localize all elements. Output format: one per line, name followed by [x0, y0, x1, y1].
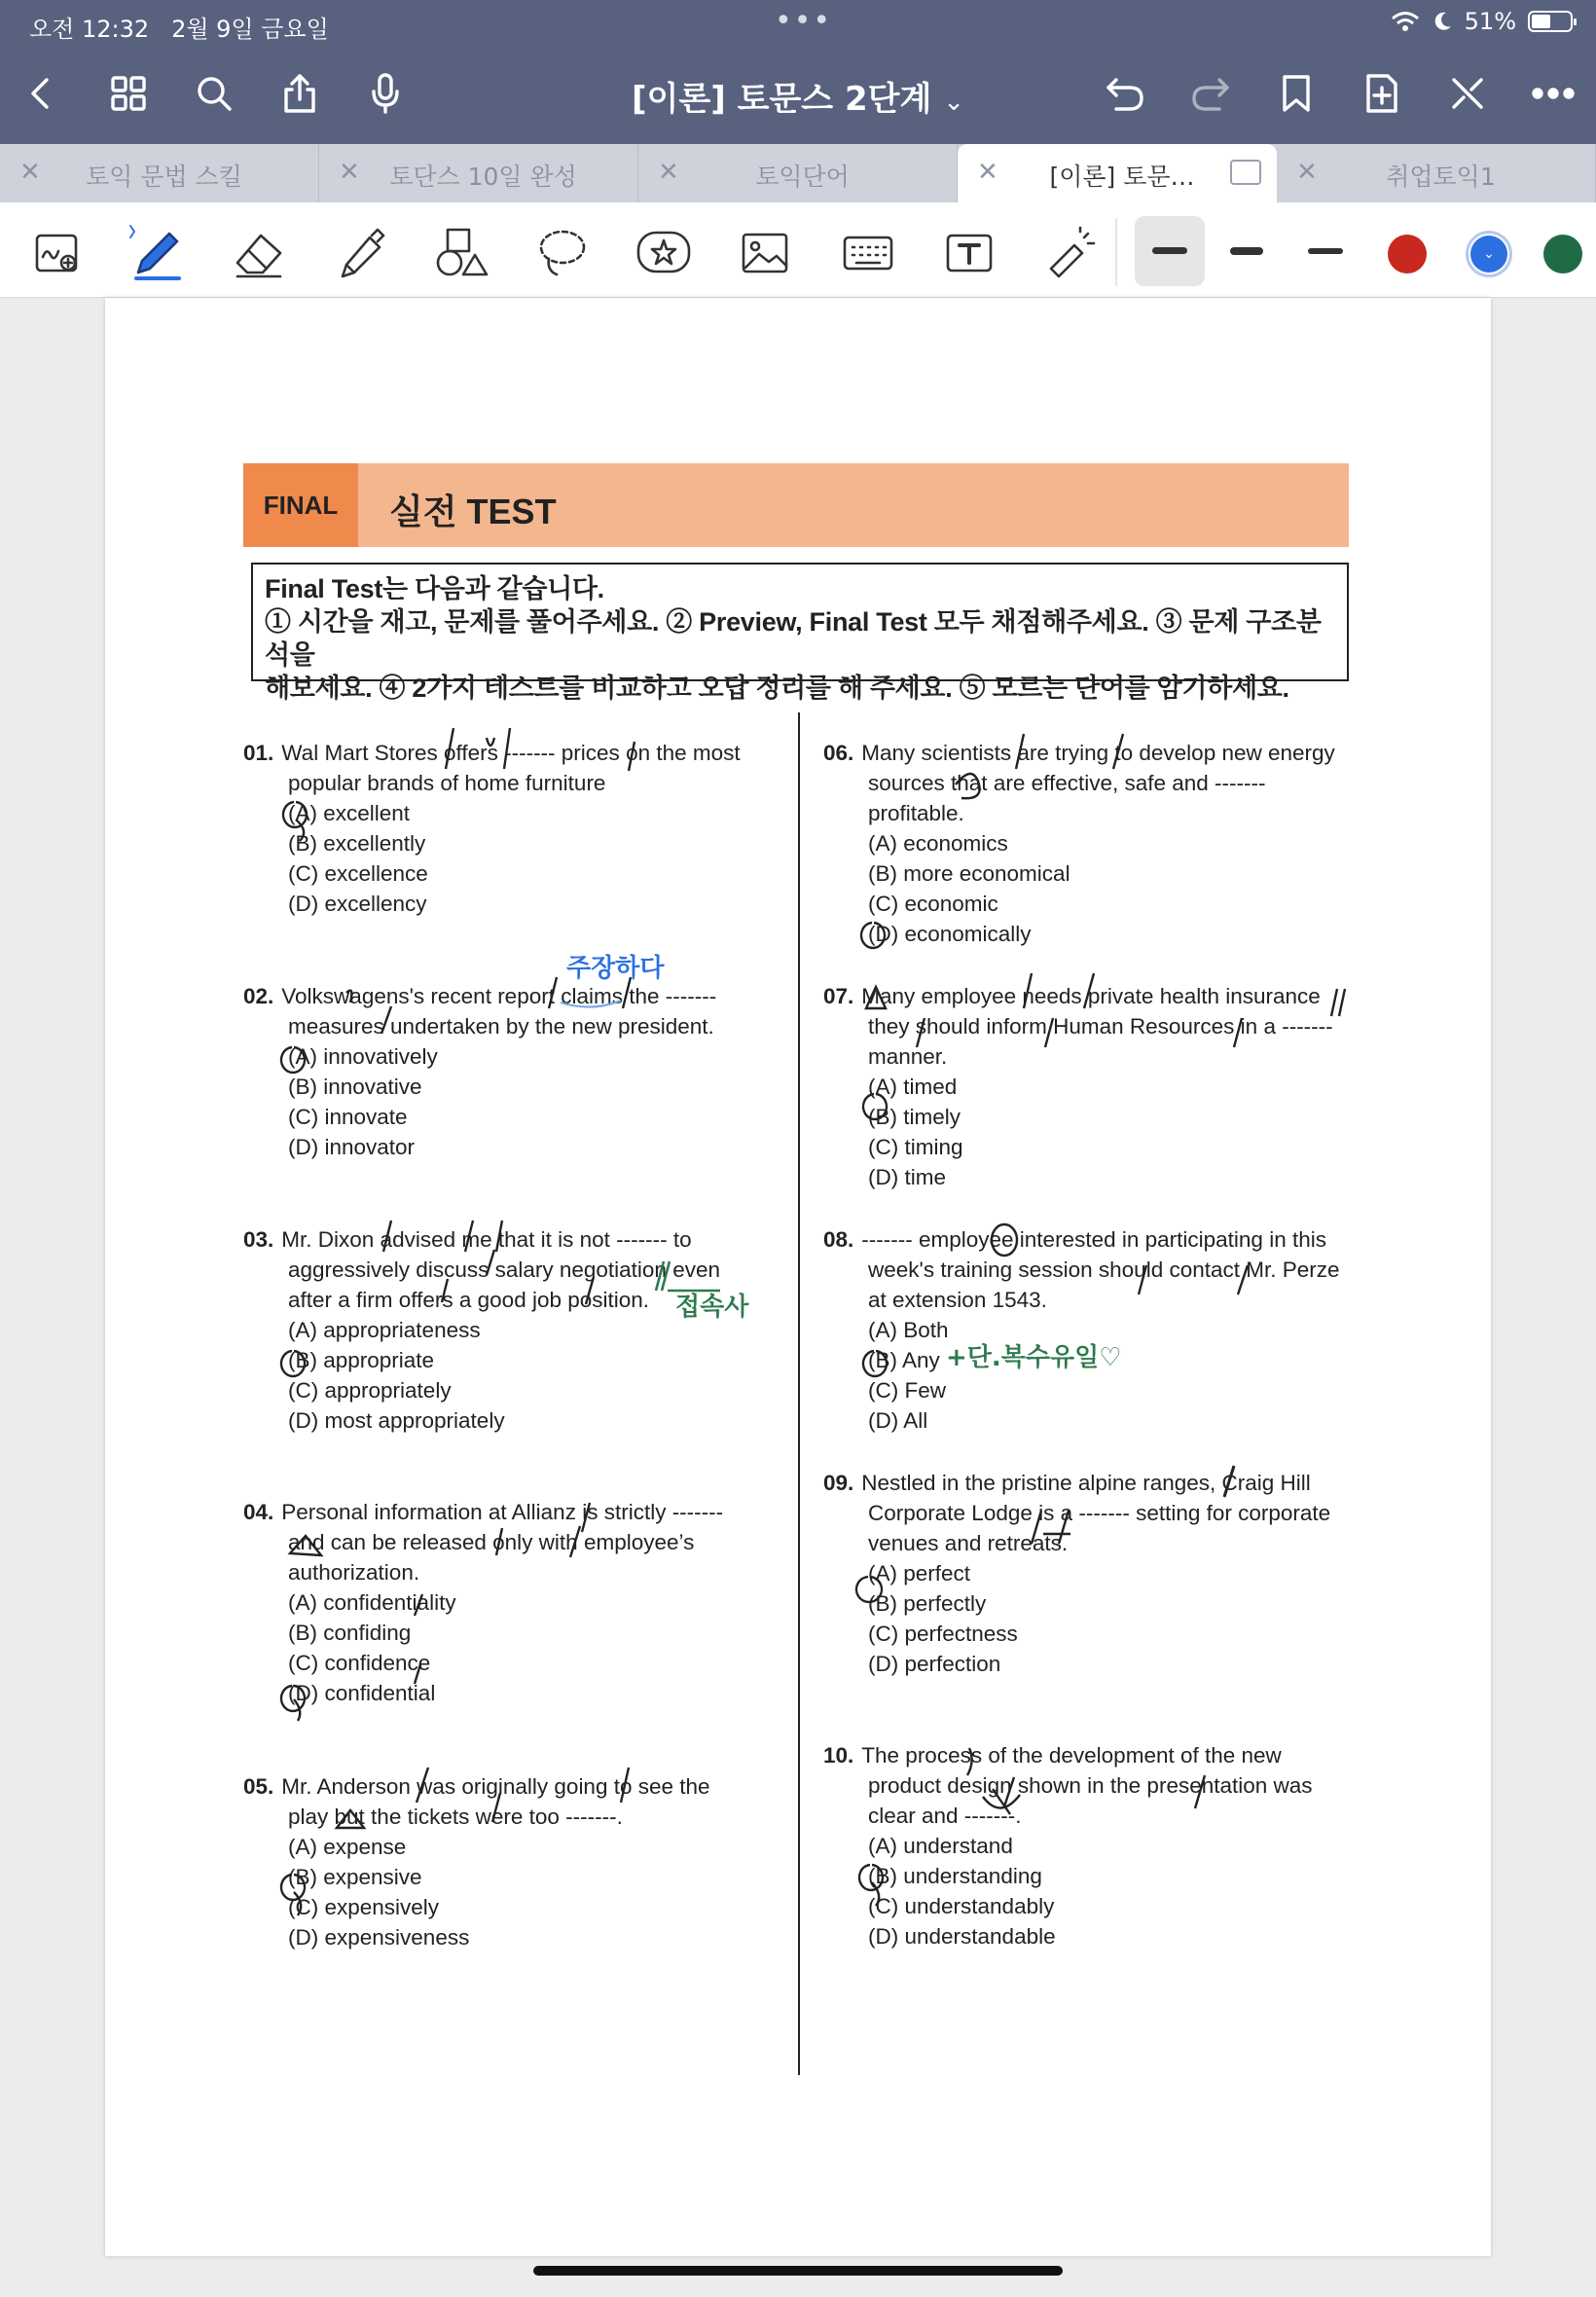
close-icon[interactable]: ✕: [658, 158, 679, 187]
undo-icon: [1105, 74, 1145, 113]
tab-3-active[interactable]: ✕ [이론] 토문…: [958, 144, 1277, 202]
stroke-medium-option[interactable]: [1230, 247, 1263, 255]
laser-pointer-tool[interactable]: [1041, 224, 1100, 282]
eraser-tool[interactable]: [230, 224, 288, 282]
option-b[interactable]: (B) perfectly: [868, 1591, 987, 1616]
option-c[interactable]: (C) Few: [868, 1378, 946, 1403]
question-01: 01. Wal Mart Stores offers ------- prices on the most popular brands of home furniture (A) excellent (B) excellently (C) excellence (D) excellency: [243, 738, 761, 919]
question-10: 10. The process of the development of the new product design shown in the presentation was clear and -------. (A) understand (B) understanding (C) understandably (D) understandable: [823, 1740, 1349, 1951]
tab-0[interactable]: ✕ 토익 문법 스킬: [0, 144, 319, 202]
toolbar-divider: [1115, 218, 1117, 286]
option-b[interactable]: (B) timely: [868, 1105, 961, 1129]
image-icon: [740, 229, 790, 277]
instruction-line: 해보세요. ④ 2가지 테스트를 비교하고 오답 정리를 해 주세요. ⑤ 모르는 단어를 암기하세요.: [265, 674, 1289, 703]
home-indicator[interactable]: [533, 2266, 1063, 2276]
status-bar: [0, 0, 1596, 45]
close-icon[interactable]: ✕: [339, 158, 360, 187]
handwritten-note-q03: 접속사: [675, 1293, 749, 1322]
instructions-box: [251, 563, 1349, 703]
option-c[interactable]: (C) perfectness: [868, 1622, 1018, 1646]
option-a[interactable]: (A) Both: [868, 1318, 949, 1342]
drawing-toolbar: [0, 202, 1596, 298]
instruction-line: ① 시간을 재고, 문제를 풀어주세요. ② Preview, Final Test 모두 채점해주세요. ③ 문제 구조분석을: [265, 607, 1322, 670]
question-03: 03. Mr. Dixon advised me that it is not ------- to aggressively discuss salary negotiation even after a firm offers a good job position. (A) appropriateness (B) appropriate (C) appropriately (D) most appropriately: [243, 1224, 761, 1436]
tab-1[interactable]: ✕ 토단스 10일 완성: [319, 144, 638, 202]
close-icon[interactable]: ✕: [977, 158, 998, 187]
option-a[interactable]: (A) perfect: [868, 1561, 971, 1586]
multitask-dots[interactable]: •••: [775, 4, 833, 38]
question-05: 05. Mr. Anderson was originally going to see the play but the tickets were too -------. (A) expense (B) expensive (C) expensively (D) expensiveness: [243, 1771, 761, 1952]
highlighter-icon: [333, 226, 387, 280]
wifi-icon: [1391, 11, 1420, 32]
option-c[interactable]: (C) understandably: [868, 1894, 1055, 1918]
option-c[interactable]: (C) appropriately: [288, 1378, 452, 1403]
sticker-tool[interactable]: [635, 224, 693, 282]
option-c[interactable]: (C) confidence: [288, 1651, 431, 1675]
tab-2[interactable]: ✕ 토익단어: [638, 144, 958, 202]
option-a[interactable]: (A) innovatively: [288, 1044, 438, 1069]
document-title[interactable]: [이론] 토문스 2단계 ⌄: [632, 80, 964, 119]
option-a[interactable]: (A) excellent: [288, 801, 411, 825]
option-b[interactable]: (B) understanding: [868, 1864, 1042, 1888]
split-view-icon[interactable]: [1230, 160, 1261, 185]
pen-tool[interactable]: [128, 224, 187, 282]
close-icon[interactable]: ✕: [1296, 158, 1318, 187]
image-tool[interactable]: [736, 224, 794, 282]
question-04: 04. Personal information at Allianz is strictly ------- and can be released only with employee’s authorization. (A) confidentiality (B) confiding (C) confidence (D) confidential: [243, 1497, 761, 1708]
color-blue-swatch[interactable]: ⌄: [1466, 231, 1512, 277]
chevron-down-icon: ⌄: [943, 88, 964, 117]
color-green-swatch[interactable]: [1543, 235, 1582, 273]
highlighter-tool[interactable]: [331, 224, 389, 282]
shapes-tool[interactable]: [432, 224, 490, 282]
question-02: 02. Volkswagens's recent report claims the ------- measures undertaken by the new president. (A) innovatively (B) innovative (C) innovate (D) innovator: [243, 981, 761, 1162]
undo-button[interactable]: [1098, 66, 1152, 121]
zoom-box-icon: [33, 228, 84, 278]
more-icon: [1532, 88, 1575, 99]
text-box-icon: [942, 230, 997, 276]
redo-icon: [1190, 74, 1231, 113]
option-d[interactable]: (D) perfection: [868, 1652, 1001, 1676]
option-a[interactable]: (A) timed: [868, 1075, 958, 1099]
banner-title: 실전 TEST: [389, 492, 557, 531]
instruction-line: Final Test는 다음과 같습니다.: [265, 574, 604, 603]
status-right: [1391, 8, 1573, 35]
add-page-button[interactable]: [1355, 66, 1409, 121]
app-header: [0, 0, 1596, 144]
moon-icon: [1432, 11, 1453, 32]
question-07: 07. Many employee needs private health insurance they should inform Human Resources in a ------- manner. (A) timed (B) timely (C) timing (D) time: [823, 981, 1349, 1192]
option-c[interactable]: (C) excellence: [288, 861, 428, 886]
shapes-icon: [434, 226, 489, 280]
option-b[interactable]: (B) excellently: [288, 831, 426, 856]
option-a[interactable]: (A) economics: [868, 831, 1008, 856]
status-time: 오전 12:32 2월 9일 금요일: [29, 16, 329, 43]
battery-icon: [1528, 11, 1573, 32]
option-c[interactable]: (C) economic: [868, 892, 998, 916]
option-b[interactable]: (B) expensive: [288, 1865, 422, 1889]
question-08: 08. ------- employee interested in participating in this week's training session should contact Mr. Perze at extension 1543. (A) Both (B) Any (C) Few (D) All: [823, 1224, 1349, 1436]
redo-button[interactable]: [1183, 66, 1238, 121]
option-c[interactable]: (C) timing: [868, 1135, 963, 1159]
close-icon[interactable]: ✕: [19, 158, 41, 187]
text-tool[interactable]: [940, 224, 998, 282]
keyboard-tool[interactable]: [839, 224, 897, 282]
option-c[interactable]: (C) expensively: [288, 1895, 440, 1919]
pen-off-icon: [1448, 74, 1487, 113]
battery-percent: 51%: [1464, 8, 1516, 35]
lasso-tool[interactable]: [533, 224, 592, 282]
sticker-icon: [635, 229, 693, 277]
banner-tag: FINAL: [243, 463, 358, 547]
keyboard-icon: [841, 234, 895, 273]
question-09: 09. Nestled in the pristine alpine ranges, Craig Hill Corporate Lodge is a ------- setting for corporate venues and retreats. (A) perfect (B) perfectly (C) perfectness (D) perfection: [823, 1468, 1349, 1679]
color-red-swatch[interactable]: [1388, 235, 1427, 273]
option-d[interactable]: (D) confidential: [288, 1681, 436, 1705]
test-banner: [243, 463, 1349, 547]
bookmark-icon: [1279, 73, 1314, 114]
option-b[interactable]: (B) more economical: [868, 861, 1070, 886]
option-d[interactable]: (D) innovator: [288, 1135, 416, 1159]
option-c[interactable]: (C) innovate: [288, 1105, 408, 1129]
option-b[interactable]: (B) Any: [868, 1348, 940, 1372]
option-a[interactable]: (A) understand: [868, 1834, 1013, 1858]
tab-4[interactable]: ✕ 취업토익1: [1277, 144, 1596, 202]
lasso-icon: [535, 226, 590, 280]
option-b[interactable]: (B) confiding: [288, 1621, 412, 1645]
option-a[interactable]: (A) expense: [288, 1835, 407, 1859]
eraser-icon: [230, 226, 288, 280]
option-d[interactable]: (D) All: [868, 1408, 928, 1433]
option-d[interactable]: (D) time: [868, 1165, 946, 1189]
option-d[interactable]: (D) understandable: [868, 1924, 1056, 1949]
pen-icon: [128, 224, 187, 282]
document-tabs: [0, 144, 1596, 202]
nav-bar: [0, 45, 1596, 144]
option-a[interactable]: (A) appropriateness: [288, 1318, 481, 1342]
handwritten-note-q02: 주장하다: [566, 954, 665, 983]
option-a[interactable]: (A) confidentiality: [288, 1590, 456, 1615]
close-edit-button[interactable]: [1440, 66, 1495, 121]
option-d[interactable]: (D) most appropriately: [288, 1408, 505, 1433]
laser-pointer-icon: [1043, 226, 1098, 280]
handwritten-note-q08: +단.복수유일♡: [946, 1343, 1122, 1372]
question-06: 06. Many scientists are trying to develop new energy sources that are effective, safe and ------- profitable. (A) economics (B) more economical (C) economic (D) economically: [823, 738, 1349, 949]
option-b[interactable]: (B) appropriate: [288, 1348, 435, 1372]
column-divider: [798, 712, 800, 2075]
option-d[interactable]: (D) expensiveness: [288, 1925, 470, 1950]
document-page[interactable]: [105, 298, 1491, 2256]
option-b[interactable]: (B) innovative: [288, 1075, 422, 1099]
stroke-thick-option[interactable]: [1308, 248, 1343, 254]
bookmark-button[interactable]: [1269, 66, 1324, 121]
more-button[interactable]: [1526, 66, 1580, 121]
zoom-writing-tool[interactable]: [29, 224, 88, 282]
option-d[interactable]: (D) excellency: [288, 892, 427, 916]
stroke-thin-option[interactable]: [1152, 247, 1187, 254]
add-page-icon: [1362, 72, 1401, 115]
option-d[interactable]: (D) economically: [868, 922, 1032, 946]
